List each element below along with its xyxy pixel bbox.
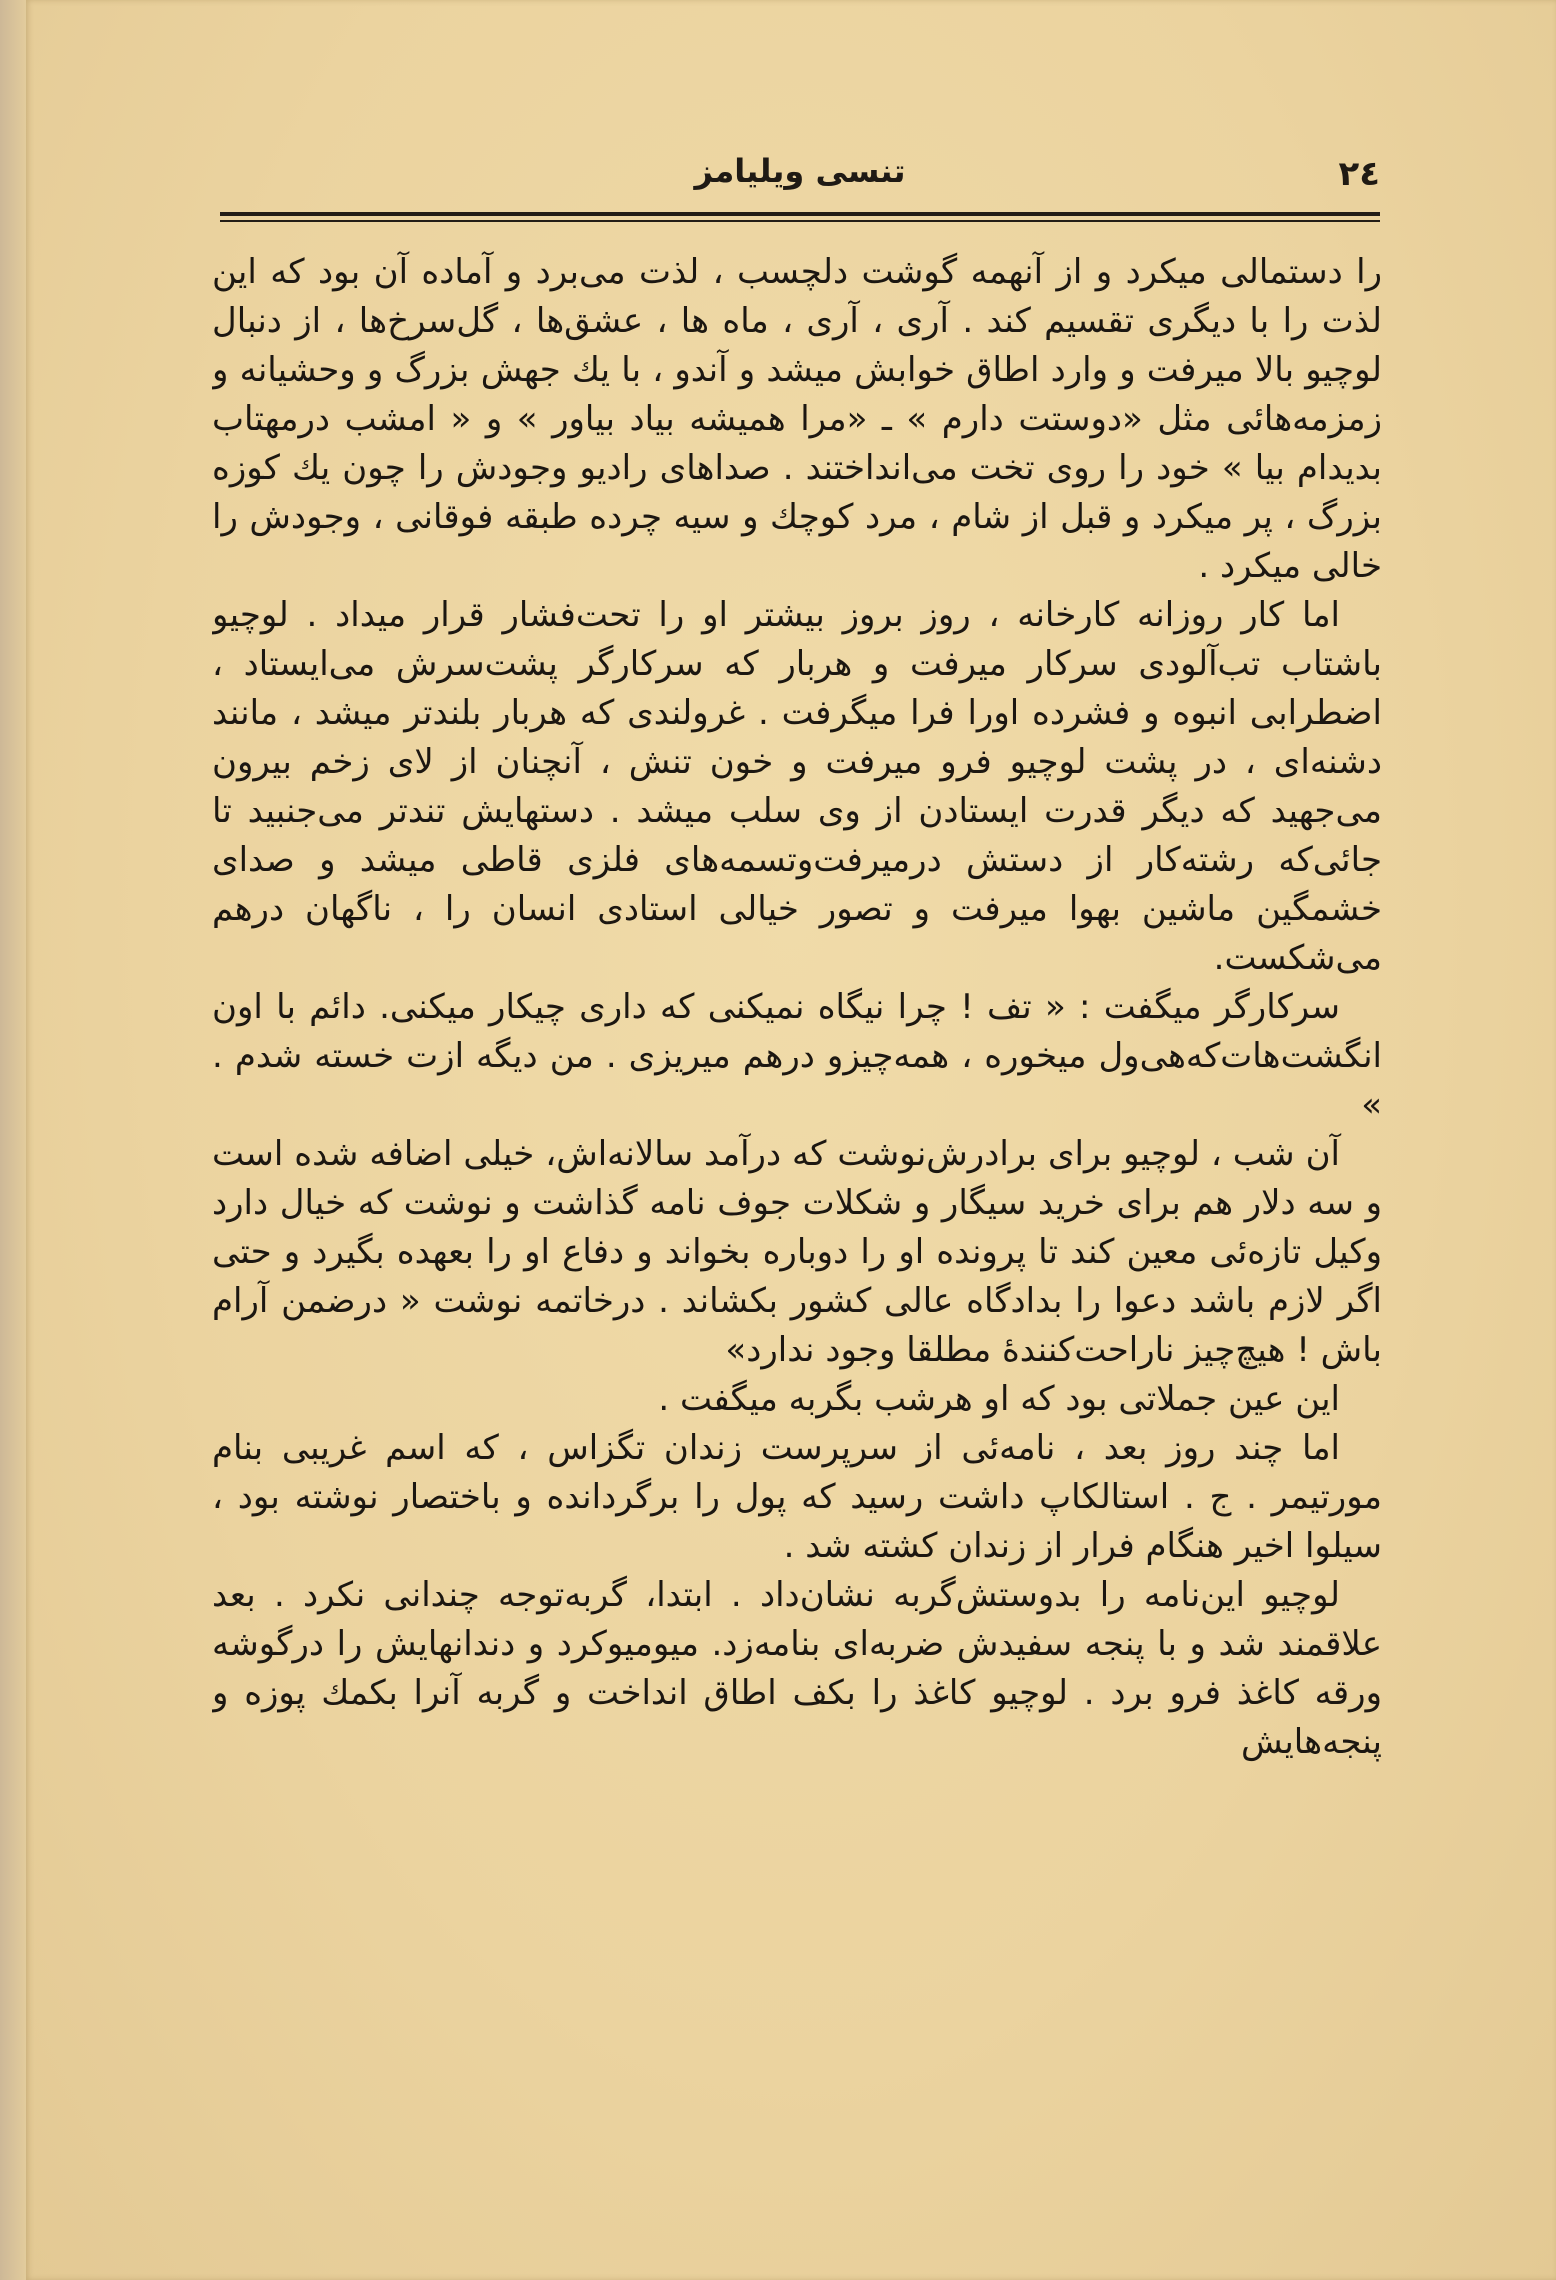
paragraph-3: سرکارگر میگفت : « تف ! چرا نیگاه نمیکنی که داری چیکار میکنی. دائم با اون انگشت‌هات‌که‌هی‌ول میخوره ، همه‌چیزو درهم میریزی . من دیگه ازت خسته شدم . » <box>212 987 1382 1125</box>
paragraph-6: اما چند روز بعد ، نامه‌ئی از سرپرست زندان تگزاس ، که اسم غریبی بنام مورتیمر . ج . استالکاپ داشت رسید که پول را برگردانده و باختصار نوشته بود ، سیلوا اخیر هنگام فرار از زندان کشته شد . <box>212 1428 1382 1566</box>
paragraph-7: لوچیو این‌نامه را بدوستش‌گربه نشان‌داد . ابتدا، گربه‌توجه چندانی نکرد . بعد علاقمند شد و با پنجه سفیدش ضربه‌ای بنامه‌زد. میومیوکرد و دندانهایش را درگوشه ورقه کاغذ فرو برد . لوچیو کاغذ را بکف اطاق انداخت و گربه آنرا بکمك پوزه و پنجه‌هایش <box>212 1575 1382 1762</box>
body-text <box>212 248 1382 2208</box>
paragraph-2: اما کار روزانه کارخانه ، روز بروز بیشتر او را تحت‌فشار قرار میداد . لوچیو باشتاب تب‌آلودی سرکار میرفت و هربار که سرکارگر پشت‌سرش می‌ایستاد ، اضطرابی انبوه و فشرده اورا فرا میگرفت . غرولندی که هربار بلندتر میشد ، مانند دشنه‌ای ، در پشت لوچیو فرو میرفت و خون تنش ، آنچنان از لای زخم بیرون می‌جهید که دیگر قدرت ایستادن از وی سلب میشد . دستهایش تندتر می‌جنبید تا جائی‌که رشته‌کار از دستش درمیرفت‌وتسمه‌های فلزی قاطی میشد و صدای خشمگین ماشین بهوا میرفت و تصور خیالی استادی انسان را ، ناگهان درهم می‌شکست. <box>212 595 1382 978</box>
paragraph-4: آن شب ، لوچیو برای برادرش‌نوشت که درآمد سالانه‌اش، خیلی اضافه شده است و سه دلار هم برای خرید سیگار و شکلات جوف نامه گذاشت و نوشت که خیال دارد وکیل تازه‌ئی معین کند تا پرونده او را دوباره بخواند و دفاع او را بعهده بگیرد و حتی اگر لازم باشد دعوا را بدادگاه عالی کشور بکشاند . درخاتمه نوشت « درضمن آرام باش ! هیچ‌چیز ناراحت‌کنندهٔ مطلقا وجود ندارد» <box>212 1134 1382 1370</box>
header-rule-thick <box>220 212 1380 216</box>
page-header <box>220 150 1380 198</box>
paragraph-1: را دستمالی میکرد و از آنهمه گوشت دلچسب ، لذت می‌برد و آماده آن بود که این لذت را با دیگری تقسیم کند . آری ، آری ، ماه ها ، عشق‌ها ، گل‌سرخ‌ها ، از دنبال لوچیو بالا میرفت و وارد اطاق خوابش میشد و آندو ، با یك جهش بزرگ و وحشیانه و زمزمه‌هائی مثل «دوستت دارم » ـ «مرا همیشه بیاد بیاور » و « امشب درمهتاب بدیدام بیا » خود را روی تخت می‌انداختند . صداهای رادیو وجودش را چون یك کوزه بزرگ ، پر میکرد و قبل از شام ، مرد کوچك و سیه چرده طبقه فوقانی ، وجودش را خالی میکرد . <box>212 252 1382 586</box>
header-rule-thin <box>220 220 1380 222</box>
paragraph-5: این عین جملاتی بود که او هرشب بگربه میگفت . <box>658 1379 1340 1419</box>
page-number: ۲٤ <box>1338 154 1380 194</box>
running-title: تنسی ویلیامز <box>694 152 906 190</box>
